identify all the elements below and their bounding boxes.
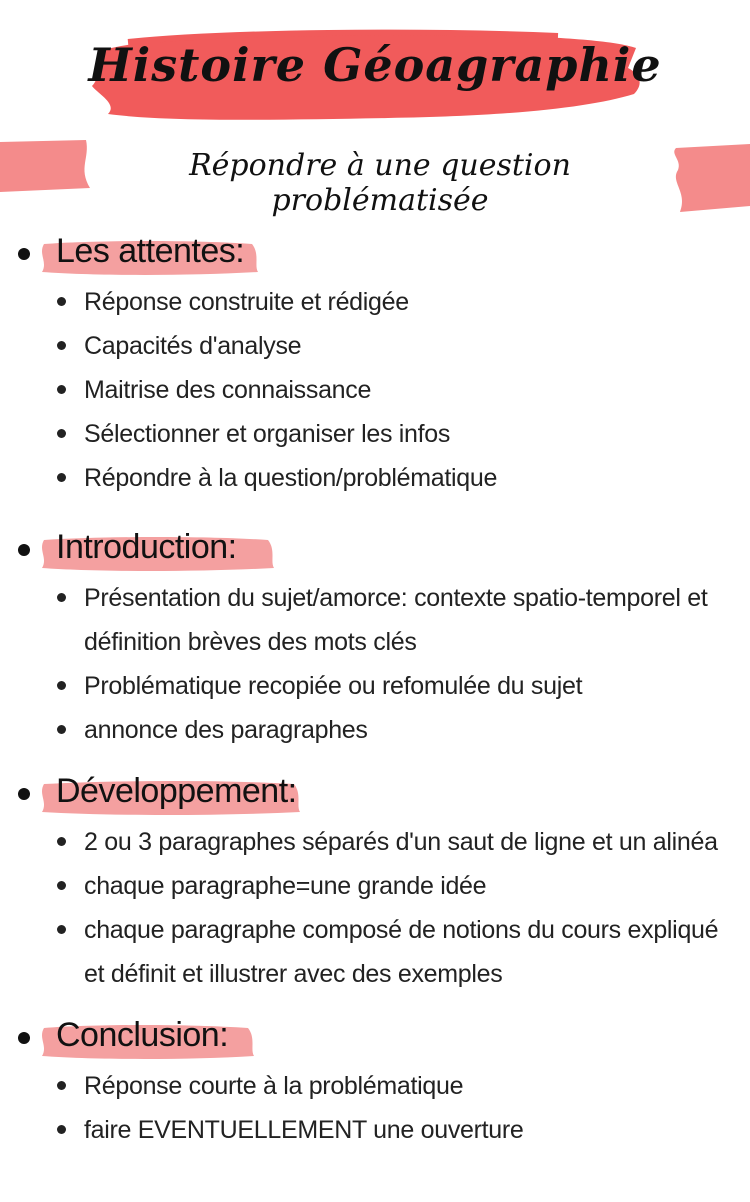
section-bullet — [18, 248, 30, 260]
section-introduction — [0, 524, 750, 752]
list-item: chaque paragraphe composé de notions du cours expliqué et définit et illustrer avec des exemples — [0, 908, 750, 996]
section-bullet — [18, 1032, 30, 1044]
list-bullet — [57, 297, 66, 306]
list-bullet — [57, 1081, 66, 1090]
list-item: Problématique recopiée ou refomulée du sujet — [0, 664, 750, 708]
list-item: Maitrise des connaissance — [0, 368, 750, 412]
section-title: Introduction: — [56, 528, 237, 566]
section-conclusion — [0, 1012, 750, 1152]
list-item: 2 ou 3 paragraphes séparés d'un saut de ligne et un alinéa — [0, 820, 750, 864]
page-title: Histoire Géoagraphie — [88, 38, 662, 92]
section-title: Développement: — [56, 772, 297, 810]
subtitle-banner — [0, 130, 750, 220]
list-item: Réponse construite et rédigée — [0, 280, 750, 324]
list-bullet — [57, 925, 66, 934]
list-item: annonce des paragraphes — [0, 708, 750, 752]
list-bullet — [57, 341, 66, 350]
list-bullet — [57, 429, 66, 438]
list-bullet — [57, 881, 66, 890]
list-bullet — [57, 837, 66, 846]
list-bullet — [57, 1125, 66, 1134]
list-item: chaque paragraphe=une grande idée — [0, 864, 750, 908]
section-developpement — [0, 768, 750, 996]
page-subtitle: Répondre à une question problématisée — [189, 148, 571, 218]
list-item: Répondre à la question/problématique — [0, 456, 750, 500]
section-bullet — [18, 788, 30, 800]
list-item: faire EVENTUELLEMENT une ouverture — [0, 1108, 750, 1152]
list-bullet — [57, 385, 66, 394]
list-bullet — [57, 681, 66, 690]
list-bullet — [57, 725, 66, 734]
list-item: Présentation du sujet/amorce: contexte spatio-temporel et définition brèves des mots clés — [0, 576, 750, 664]
section-attentes — [0, 228, 750, 500]
section-title: Les attentes: — [56, 232, 245, 270]
subtitle-band-left — [0, 138, 92, 194]
subtitle-band-right — [668, 142, 750, 212]
section-bullet — [18, 544, 30, 556]
section-title: Conclusion: — [56, 1016, 229, 1054]
list-item: Sélectionner et organiser les infos — [0, 412, 750, 456]
list-bullet — [57, 593, 66, 602]
title-banner — [0, 0, 750, 130]
list-item: Capacités d'analyse — [0, 324, 750, 368]
list-item: Réponse courte à la problématique — [0, 1064, 750, 1108]
list-bullet — [57, 473, 66, 482]
